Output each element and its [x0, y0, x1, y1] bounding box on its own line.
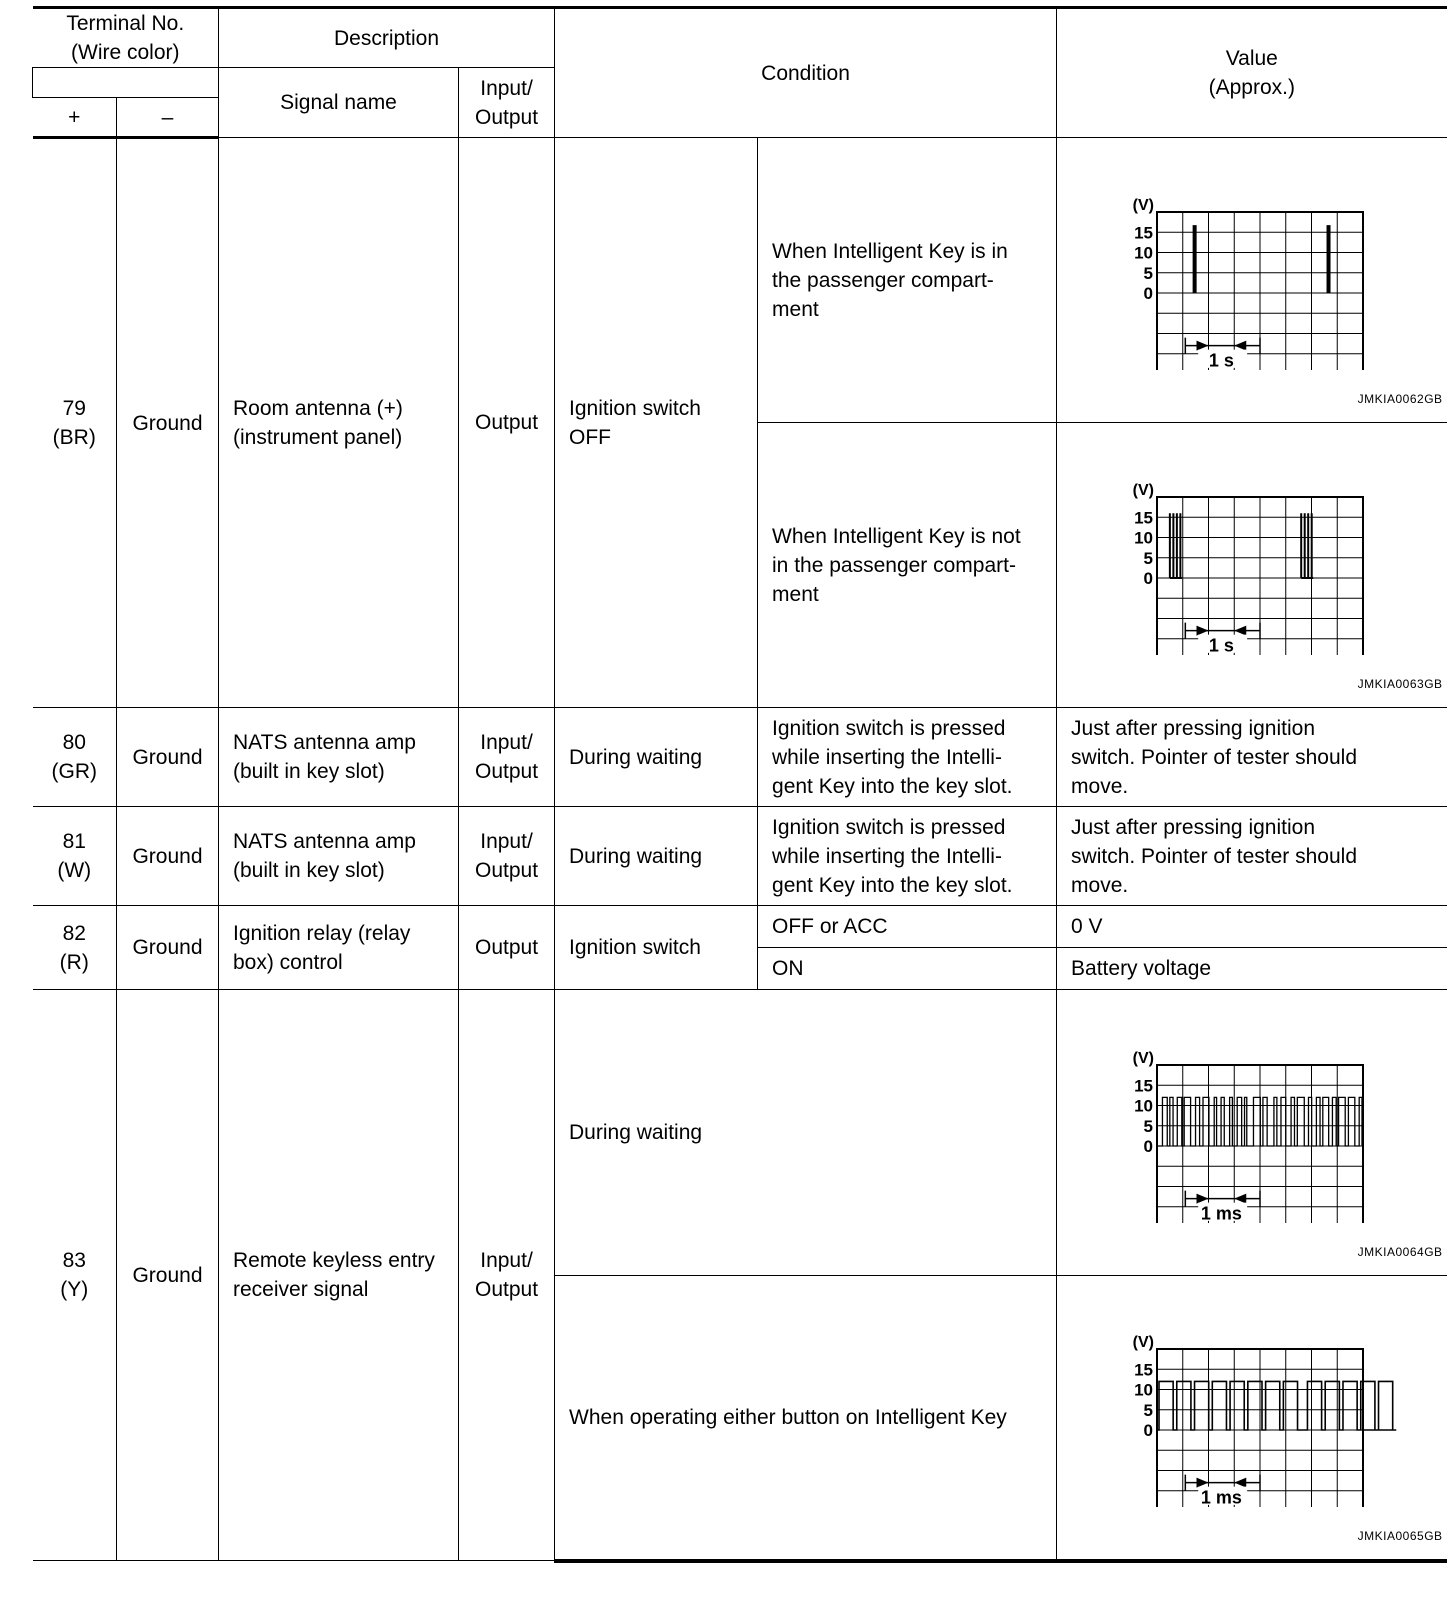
scope-trace: [1170, 513, 1313, 578]
scope-tick-label: 5: [1143, 1401, 1154, 1420]
terminal-79: 79 (BR): [33, 138, 117, 708]
time-marker-arrow: [1197, 1193, 1209, 1203]
header-value: Value (Approx.): [1057, 8, 1447, 138]
time-marker-arrow: [1197, 341, 1209, 351]
time-label: 1 s: [1208, 635, 1234, 655]
value-83-a: [1057, 990, 1447, 1276]
scope-trace: [1158, 1097, 1362, 1146]
io-81: Input/ Output: [459, 807, 555, 906]
time-marker-arrow: [1234, 1478, 1246, 1488]
value-82-a: 0 V: [1057, 906, 1447, 948]
time-marker-arrow: [1234, 1193, 1246, 1203]
value-81: Just after pressing ignition switch. Pointer of tester should move.: [1057, 807, 1447, 906]
header-condition: Condition: [555, 8, 1057, 138]
header-terminal-spacer: [33, 68, 219, 98]
scope-unit-label: (V): [1132, 1334, 1155, 1352]
scope-tick-label: 15: [1134, 223, 1154, 243]
scope-unit-label: (V): [1132, 1049, 1155, 1067]
scope-tick-label: 0: [1143, 284, 1154, 303]
oscilloscope-waveform: [1095, 190, 1405, 370]
scope-tick-label: 10: [1134, 528, 1154, 548]
time-marker-arrow: [1197, 1478, 1209, 1488]
io-83: Input/ Output: [459, 990, 555, 1561]
condition-83-b: When operating either button on Intelligent Key: [555, 1276, 1057, 1561]
signal-81: NATS antenna amp (built in key slot): [219, 807, 459, 906]
signal-82: Ignition relay (relay box) control: [219, 906, 459, 990]
ground-82: Ground: [117, 906, 219, 990]
io-82: Output: [459, 906, 555, 990]
condition-81: During waiting: [555, 807, 758, 906]
scope-tick-label: 10: [1134, 243, 1154, 263]
subcondition-79-b: When Intelligent Key is not in the passenger compart- ment: [758, 423, 1057, 708]
ground-80: Ground: [117, 708, 219, 807]
ground-83: Ground: [117, 990, 219, 1561]
terminal-spec-table: [32, 6, 1447, 1563]
condition-79: Ignition switch OFF: [555, 138, 758, 708]
value-83-b: [1057, 1276, 1447, 1561]
oscilloscope-waveform: [1095, 475, 1405, 655]
header-terminal-no: Terminal No. (Wire color): [33, 8, 219, 68]
scope-tick-label: 0: [1143, 1421, 1154, 1441]
subcondition-79-a: When Intelligent Key is in the passenger compart- ment: [758, 138, 1057, 423]
oscilloscope-waveform: [1095, 1327, 1405, 1507]
scope-tick-label: 15: [1134, 508, 1154, 528]
scope-tick-label: 10: [1134, 1096, 1154, 1115]
subcondition-80: Ignition switch is pressed while inserting the Intelli- gent Key into the key slot.: [758, 708, 1057, 807]
io-79: Output: [459, 138, 555, 708]
condition-83-a: During waiting: [555, 990, 1057, 1276]
scope-tick-label: 5: [1143, 1116, 1154, 1136]
ground-81: Ground: [117, 807, 219, 906]
scope-tick-label: 15: [1134, 1075, 1154, 1095]
signal-79: Room antenna (+) (instrument panel): [219, 138, 459, 708]
time-marker-arrow: [1197, 626, 1209, 636]
time-label: 1 s: [1208, 350, 1234, 370]
signal-83: Remote keyless entry receiver signal: [219, 990, 459, 1561]
header-minus: –: [117, 98, 219, 138]
value-80: Just after pressing ignition switch. Pointer of tester should move.: [1057, 708, 1447, 807]
time-marker-arrow: [1234, 341, 1246, 351]
scope-tick-label: 10: [1134, 1380, 1154, 1400]
scope-tick-label: 0: [1143, 1136, 1154, 1156]
header-plus: +: [33, 98, 117, 138]
subcondition-82-a: OFF or ACC: [758, 906, 1057, 948]
time-label: 1 ms: [1200, 1203, 1242, 1223]
figure-ref: JMKIA0063GB: [1357, 677, 1443, 691]
scope-tick-label: 0: [1143, 569, 1154, 588]
scope-trace: [1194, 226, 1330, 293]
figure-ref: JMKIA0064GB: [1357, 1245, 1443, 1259]
signal-80: NATS antenna amp (built in key slot): [219, 708, 459, 807]
value-82-b: Battery voltage: [1057, 948, 1447, 990]
figure-ref: JMKIA0062GB: [1357, 392, 1443, 406]
value-79-b: [1057, 423, 1447, 708]
value-79-a: [1057, 138, 1447, 423]
scope-trace: [1157, 1382, 1396, 1431]
condition-80: During waiting: [555, 708, 758, 807]
scope-unit-label: (V): [1132, 197, 1155, 214]
terminal-83: 83 (Y): [33, 990, 117, 1561]
oscilloscope-waveform: [1095, 1043, 1405, 1223]
header-description: Description: [219, 8, 555, 68]
time-marker-arrow: [1234, 626, 1246, 636]
terminal-80: 80 (GR): [33, 708, 117, 807]
header-input-output: Input/ Output: [459, 68, 555, 138]
scope-tick-label: 5: [1143, 263, 1154, 283]
io-80: Input/ Output: [459, 708, 555, 807]
scope-tick-label: 15: [1134, 1360, 1154, 1380]
figure-ref: JMKIA0065GB: [1357, 1528, 1443, 1543]
subcondition-81: Ignition switch is pressed while inserting the Intelli- gent Key into the key slot.: [758, 807, 1057, 906]
subcondition-82-b: ON: [758, 948, 1057, 990]
terminal-81: 81 (W): [33, 807, 117, 906]
terminal-82: 82 (R): [33, 906, 117, 990]
ground-79: Ground: [117, 138, 219, 708]
time-label: 1 ms: [1200, 1487, 1242, 1508]
scope-tick-label: 5: [1143, 548, 1154, 568]
header-signal-name: Signal name: [219, 68, 459, 138]
scope-unit-label: (V): [1132, 482, 1155, 499]
condition-82: Ignition switch: [555, 906, 758, 990]
